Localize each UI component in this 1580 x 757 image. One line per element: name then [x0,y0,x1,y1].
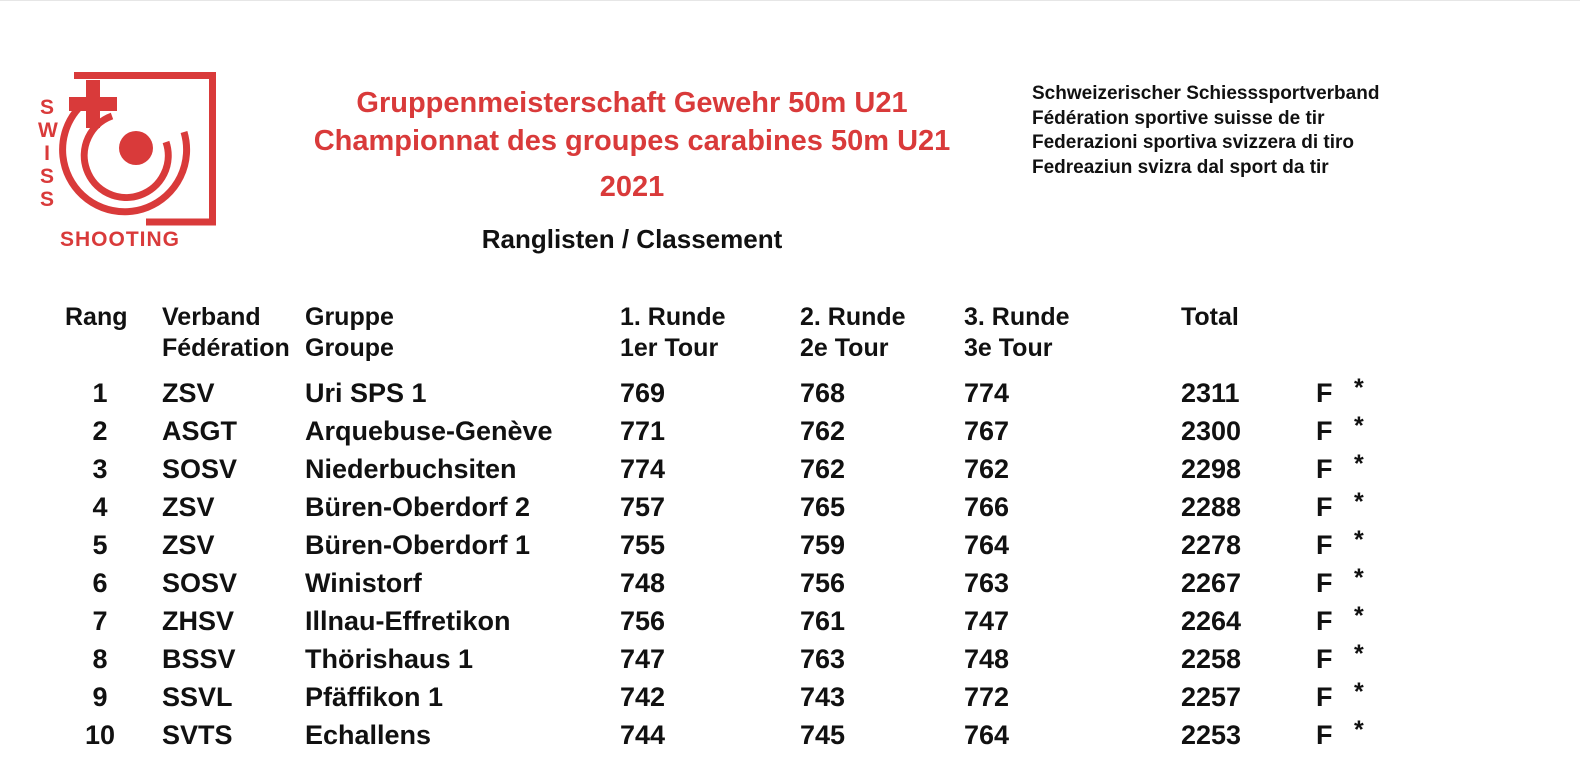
federation-name-fr: Fédération sportive suisse de tir [1032,107,1325,129]
cell-group: Illnau-Effretikon [305,606,511,636]
table-row [0,450,1580,488]
cell-round-1: 744 [620,720,666,750]
header-round-2 [800,302,906,364]
federation-name-de: Schweizerischer Schiesssportverband [1032,83,1380,104]
cell-rank: 5 [92,530,108,560]
cell-group: Pfäffikon 1 [305,682,444,712]
cell-round-2: 765 [800,492,846,522]
cell-star-mark: * [1354,564,1364,592]
cell-rank: 1 [92,378,108,408]
cell-final-flag: F [1316,720,1333,750]
federation-name-rm: Fedreaziun svizra dal sport da tir [1032,156,1329,178]
document-subtitle: Ranglisten / Classement [481,224,783,254]
header-round-1-fr: 1er Tour [620,334,719,362]
cell-star-mark: * [1354,678,1364,706]
title-year: 2021 [599,171,665,203]
cell-group: Thörishaus 1 [305,644,474,674]
cell-round-1: 769 [620,378,666,408]
logo-letters [38,96,56,211]
cell-star-mark: * [1354,602,1364,630]
header-total [1181,302,1239,333]
cell-federation: SVTS [162,720,233,750]
cell-round-1: 742 [620,682,666,712]
logo-letter: I [44,142,50,165]
header-round-3-fr: 3e Tour [964,334,1053,362]
cell-group: Echallens [305,720,432,750]
cell-federation: SOSV [162,568,238,598]
header-federation-fr: Fédération [162,334,290,362]
cell-total: 2298 [1181,454,1242,484]
table-row [0,678,1580,716]
cell-total: 2288 [1181,492,1242,522]
cell-round-2: 763 [800,644,846,674]
cell-total: 2267 [1181,568,1242,598]
cell-group: Niederbuchsiten [305,454,517,484]
table-row [0,716,1580,754]
cell-total: 2264 [1181,606,1242,636]
cell-group: Uri SPS 1 [305,378,427,408]
cell-final-flag: F [1316,530,1333,560]
cell-group: Arquebuse-Genève [305,416,553,446]
cell-total: 2258 [1181,644,1242,674]
cell-federation: SSVL [162,682,233,712]
cell-star-mark: * [1354,640,1364,668]
cell-round-2: 762 [800,454,846,484]
cell-group: Winistorf [305,568,422,598]
table-row [0,412,1580,450]
cell-total: 2257 [1181,682,1242,712]
cell-star-mark: * [1354,412,1364,440]
cell-rank: 3 [92,454,108,484]
cell-round-1: 757 [620,492,666,522]
cell-total: 2300 [1181,416,1242,446]
cell-rank: 10 [84,720,116,750]
cell-rank: 6 [92,568,108,598]
cell-round-2: 743 [800,682,846,712]
cell-rank: 8 [92,644,108,674]
cell-group: Büren-Oberdorf 1 [305,530,531,560]
cell-group: Büren-Oberdorf 2 [305,492,531,522]
header-total-label: Total [1181,303,1239,331]
cell-round-2: 759 [800,530,846,560]
cell-round-1: 756 [620,606,666,636]
cell-star-mark: * [1354,450,1364,478]
cell-star-mark: * [1354,526,1364,554]
table-row [0,564,1580,602]
header-group [305,302,394,364]
cell-star-mark: * [1354,374,1364,402]
page-top-border [0,0,1580,1]
cell-federation: ZSV [162,492,215,522]
cell-rank: 7 [92,606,108,636]
title-line-french: Championnat des groupes carabines 50m U21 [313,125,951,157]
cell-round-3: 772 [964,682,1010,712]
logo-letter: W [38,119,58,142]
cell-rank: 4 [92,492,108,522]
cell-round-2: 761 [800,606,846,636]
federation-names [1032,82,1379,180]
cell-federation: BSSV [162,644,236,674]
header-round-1 [620,302,726,364]
cell-final-flag: F [1316,378,1333,408]
cell-round-2: 745 [800,720,846,750]
cell-round-1: 747 [620,644,666,674]
cell-federation: ZSV [162,378,215,408]
header-round-3-de: 3. Runde [964,303,1070,331]
cell-final-flag: F [1316,568,1333,598]
cell-final-flag: F [1316,454,1333,484]
cell-federation: ZHSV [162,606,235,636]
document-title [262,84,1002,206]
cell-round-3: 767 [964,416,1010,446]
cell-total: 2311 [1181,378,1240,408]
cell-total: 2253 [1181,720,1242,750]
cell-round-2: 768 [800,378,846,408]
cell-round-1: 755 [620,530,666,560]
cell-rank: 9 [92,682,108,712]
header-round-1-de: 1. Runde [620,303,726,331]
logo-wordmark: SHOOTING [60,228,181,251]
cell-final-flag: F [1316,682,1333,712]
cell-round-3: 764 [964,720,1010,750]
header-rank [65,302,128,333]
cell-round-3: 762 [964,454,1010,484]
cell-federation: ASGT [162,416,238,446]
cell-round-2: 756 [800,568,846,598]
cell-round-1: 774 [620,454,666,484]
table-row [0,526,1580,564]
table-row [0,488,1580,526]
cell-round-3: 747 [964,606,1010,636]
cell-rank: 2 [92,416,108,446]
cell-round-1: 748 [620,568,666,598]
cell-round-3: 764 [964,530,1010,560]
header-round-2-de: 2. Runde [800,303,906,331]
logo-letter: S [39,165,54,188]
table-row [0,602,1580,640]
cell-final-flag: F [1316,644,1333,674]
logo-letter: S [39,188,54,211]
cell-star-mark: * [1354,716,1364,744]
table-row [0,640,1580,678]
title-line-german: Gruppenmeisterschaft Gewehr 50m U21 [356,87,908,119]
target-cross-logo-icon [34,72,216,254]
cell-round-3: 763 [964,568,1010,598]
cell-federation: SOSV [162,454,238,484]
header-round-2-fr: 2e Tour [800,334,889,362]
header-group-de: Gruppe [305,303,394,331]
cell-round-3: 766 [964,492,1010,522]
header-federation-de: Verband [162,303,261,331]
table-row [0,374,1580,412]
cell-total: 2278 [1181,530,1242,560]
header-group-fr: Groupe [305,334,394,362]
header-federation [162,302,290,364]
cell-final-flag: F [1316,606,1333,636]
logo-letter: S [39,96,54,119]
federation-name-it: Federazioni sportiva svizzera di tiro [1032,132,1355,153]
cell-round-3: 774 [964,378,1010,408]
cell-round-3: 748 [964,644,1010,674]
cell-star-mark: * [1354,488,1364,516]
cell-federation: ZSV [162,530,215,560]
cell-round-2: 762 [800,416,846,446]
cell-round-1: 771 [620,416,666,446]
cell-final-flag: F [1316,416,1333,446]
header-rank-label: Rang [65,303,128,331]
header-round-3 [964,302,1070,364]
cell-final-flag: F [1316,492,1333,522]
